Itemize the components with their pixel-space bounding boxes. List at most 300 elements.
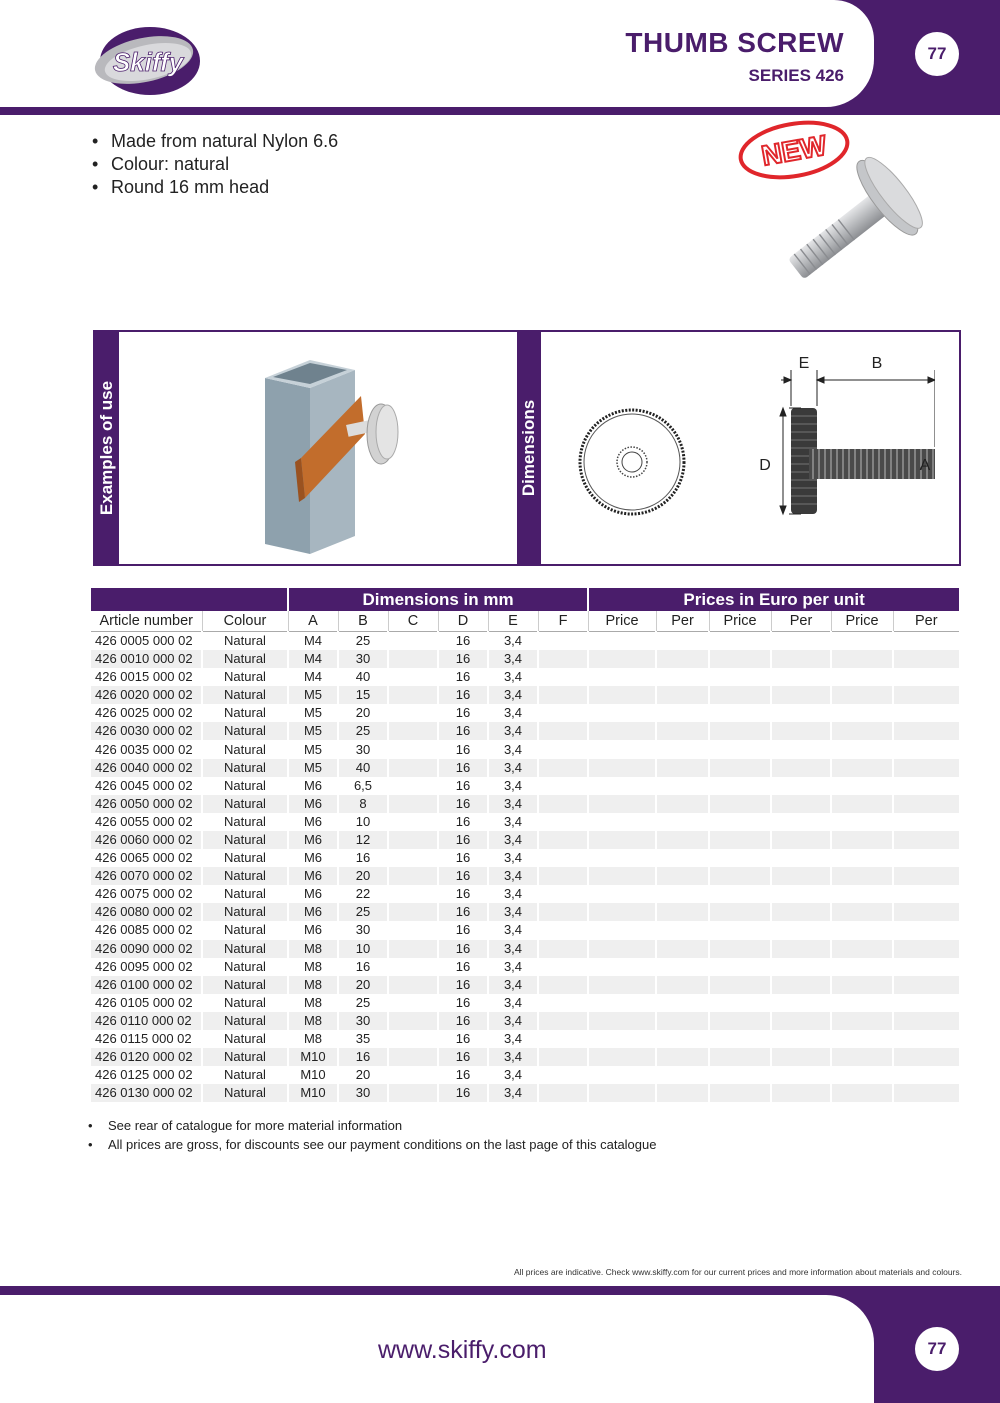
- price-cell: [709, 650, 771, 668]
- price-cell: [656, 777, 709, 795]
- dimension-cell: 3,4: [488, 921, 538, 939]
- price-cell: [588, 867, 656, 885]
- column-header: C: [388, 611, 438, 632]
- price-cell: [893, 976, 959, 994]
- dimension-cell: M10: [288, 1084, 338, 1102]
- dimension-cell: [538, 668, 588, 686]
- column-header: A: [288, 611, 338, 632]
- price-cell: [893, 994, 959, 1012]
- price-cell: [709, 632, 771, 651]
- dimension-cell: 10: [338, 940, 388, 958]
- dimension-cell: [388, 940, 438, 958]
- price-cell: [709, 795, 771, 813]
- column-header: F: [538, 611, 588, 632]
- price-cell: [771, 650, 831, 668]
- colour-cell: Natural: [202, 632, 288, 651]
- dimension-cell: 16: [338, 1048, 388, 1066]
- colour-cell: Natural: [202, 686, 288, 704]
- price-cell: [656, 867, 709, 885]
- colour-cell: Natural: [202, 903, 288, 921]
- dimension-cell: 16: [438, 1048, 488, 1066]
- price-cell: [656, 632, 709, 651]
- colour-cell: Natural: [202, 885, 288, 903]
- dimension-cell: 35: [338, 1030, 388, 1048]
- dimension-cell: 3,4: [488, 650, 538, 668]
- price-cell: [709, 867, 771, 885]
- price-cell: [656, 958, 709, 976]
- colour-cell: Natural: [202, 1012, 288, 1030]
- colour-cell: Natural: [202, 650, 288, 668]
- price-cell: [893, 940, 959, 958]
- dimension-cell: M5: [288, 759, 338, 777]
- note-item: • All prices are gross, for discounts see our payment conditions on the last page of this catalogue: [88, 1135, 656, 1154]
- colour-cell: Natural: [202, 668, 288, 686]
- price-cell: [709, 813, 771, 831]
- price-cell: [588, 722, 656, 740]
- dimension-cell: 16: [438, 940, 488, 958]
- series-subtitle: SERIES 426: [748, 66, 844, 85]
- price-cell: [831, 795, 893, 813]
- feature-item: • Colour: natural: [92, 153, 338, 176]
- price-cell: [831, 632, 893, 651]
- colour-cell: Natural: [202, 976, 288, 994]
- price-cell: [588, 831, 656, 849]
- dimension-cell: [388, 1012, 438, 1030]
- dimension-cell: 15: [338, 686, 388, 704]
- dimension-cell: 30: [338, 1012, 388, 1030]
- dimension-cell: [388, 722, 438, 740]
- article-number-cell: 426 0110 000 02: [91, 1012, 202, 1030]
- table-row: [91, 795, 959, 813]
- dimension-cell: [538, 903, 588, 921]
- price-cell: [656, 686, 709, 704]
- price-cell: [771, 958, 831, 976]
- dimension-cell: [388, 740, 438, 758]
- price-cell: [771, 994, 831, 1012]
- price-cell: [709, 1030, 771, 1048]
- article-number-cell: 426 0010 000 02: [91, 650, 202, 668]
- dimension-cell: 25: [338, 994, 388, 1012]
- table-row: [91, 686, 959, 704]
- website-link[interactable]: www.skiffy.com: [378, 1336, 547, 1364]
- usage-example-image: [235, 338, 415, 560]
- dimension-cell: 16: [438, 632, 488, 651]
- table-row: [91, 632, 959, 651]
- dimension-cell: 16: [438, 650, 488, 668]
- dimension-cell: 3,4: [488, 777, 538, 795]
- price-cell: [656, 1084, 709, 1102]
- price-cell: [771, 831, 831, 849]
- column-header: Per: [771, 611, 831, 632]
- price-cell: [656, 903, 709, 921]
- illustration-panel: [93, 330, 961, 566]
- price-cell: [709, 885, 771, 903]
- price-cell: [831, 849, 893, 867]
- colour-cell: Natural: [202, 958, 288, 976]
- price-cell: [588, 668, 656, 686]
- dimension-cell: 16: [338, 849, 388, 867]
- dimensions-label-bar: [517, 332, 541, 564]
- dimension-cell: M6: [288, 903, 338, 921]
- price-cell: [709, 921, 771, 939]
- dimension-cell: [388, 632, 438, 651]
- price-cell: [771, 759, 831, 777]
- price-cell: [588, 885, 656, 903]
- price-cell: [709, 668, 771, 686]
- dimension-cell: [388, 759, 438, 777]
- price-cell: [709, 958, 771, 976]
- table-row: [91, 1066, 959, 1084]
- colour-cell: Natural: [202, 740, 288, 758]
- dim-label-d: D: [759, 457, 771, 474]
- dimension-cell: [388, 668, 438, 686]
- colour-cell: Natural: [202, 777, 288, 795]
- table-row: [91, 994, 959, 1012]
- price-cell: [831, 940, 893, 958]
- price-cell: [656, 849, 709, 867]
- dimension-cell: 16: [338, 958, 388, 976]
- dimension-cell: 20: [338, 867, 388, 885]
- dimension-cell: [538, 813, 588, 831]
- price-cell: [831, 668, 893, 686]
- dimension-cell: 8: [338, 795, 388, 813]
- article-number-cell: 426 0120 000 02: [91, 1048, 202, 1066]
- colour-cell: Natural: [202, 849, 288, 867]
- dimension-cell: 3,4: [488, 940, 538, 958]
- price-cell: [709, 976, 771, 994]
- colour-cell: Natural: [202, 759, 288, 777]
- price-cell: [893, 686, 959, 704]
- dimension-cell: [388, 1030, 438, 1048]
- table-row: [91, 704, 959, 722]
- price-cell: [709, 1012, 771, 1030]
- price-cell: [709, 740, 771, 758]
- table-row: [91, 1030, 959, 1048]
- price-cell: [588, 759, 656, 777]
- table-row: [91, 740, 959, 758]
- price-cell: [893, 740, 959, 758]
- price-cell: [893, 1012, 959, 1030]
- dimension-cell: M8: [288, 958, 338, 976]
- notes-list: [88, 1116, 656, 1154]
- price-cell: [588, 777, 656, 795]
- table-row: [91, 650, 959, 668]
- dimension-cell: [538, 885, 588, 903]
- price-cell: [588, 813, 656, 831]
- article-number-cell: 426 0050 000 02: [91, 795, 202, 813]
- dimension-cell: 3,4: [488, 885, 538, 903]
- dimension-cell: M6: [288, 885, 338, 903]
- price-cell: [588, 976, 656, 994]
- column-header: D: [438, 611, 488, 632]
- price-cell: [771, 903, 831, 921]
- price-cell: [831, 1012, 893, 1030]
- dimension-cell: [388, 650, 438, 668]
- price-cell: [893, 1030, 959, 1048]
- price-cell: [709, 1066, 771, 1084]
- article-table: [91, 588, 959, 1102]
- dimension-cell: [538, 759, 588, 777]
- dimension-cell: 3,4: [488, 704, 538, 722]
- table-row: [91, 903, 959, 921]
- dim-label-e: E: [798, 355, 810, 372]
- dimension-cell: 30: [338, 740, 388, 758]
- price-cell: [709, 940, 771, 958]
- price-cell: [588, 921, 656, 939]
- table-row: [91, 867, 959, 885]
- dimension-cell: M4: [288, 650, 338, 668]
- colour-cell: Natural: [202, 921, 288, 939]
- dimension-cell: 16: [438, 885, 488, 903]
- dimension-cell: 30: [338, 921, 388, 939]
- dimension-cell: 16: [438, 849, 488, 867]
- dimension-cell: 20: [338, 976, 388, 994]
- dim-label-b: B: [871, 355, 883, 372]
- article-number-cell: 426 0025 000 02: [95, 705, 193, 721]
- price-cell: [588, 704, 656, 722]
- article-number-cell: 426 0085 000 02: [95, 922, 193, 938]
- price-cell: [771, 740, 831, 758]
- dimension-cell: [388, 921, 438, 939]
- dimension-cell: M8: [288, 1012, 338, 1030]
- dimension-cell: [538, 740, 588, 758]
- article-number-cell: 426 0045 000 02: [95, 777, 193, 793]
- price-cell: [656, 722, 709, 740]
- dimension-cell: [538, 1066, 588, 1084]
- price-cell: [588, 994, 656, 1012]
- price-cell: [709, 1084, 771, 1102]
- dimension-cell: M8: [288, 1030, 338, 1048]
- dim-label-a: A: [919, 457, 931, 474]
- table-row: [91, 958, 959, 976]
- dimension-cell: 16: [438, 958, 488, 976]
- price-disclaimer: All prices are indicative. Check www.skiffy.com for our current prices and more information about materials and colours.: [513, 1267, 962, 1277]
- price-cell: [831, 759, 893, 777]
- dimension-cell: M8: [288, 994, 338, 1012]
- price-cell: [656, 759, 709, 777]
- price-cell: [771, 1084, 831, 1102]
- page-title: THUMB SCREW: [625, 27, 844, 58]
- dimension-cell: 3,4: [488, 759, 538, 777]
- price-cell: [831, 704, 893, 722]
- price-cell: [831, 1030, 893, 1048]
- dimension-cell: 16: [438, 1030, 488, 1048]
- article-number-cell: 426 0070 000 02: [91, 867, 202, 885]
- dimension-cell: 3,4: [488, 1084, 538, 1102]
- dimension-cell: 16: [438, 867, 488, 885]
- table-row: [91, 831, 959, 849]
- price-cell: [893, 903, 959, 921]
- price-cell: [893, 1048, 959, 1066]
- dimension-cell: 3,4: [488, 867, 538, 885]
- price-cell: [656, 831, 709, 849]
- table-group-header: [91, 588, 959, 611]
- dimension-cell: M4: [288, 668, 338, 686]
- price-cell: [588, 686, 656, 704]
- dimension-cell: [538, 867, 588, 885]
- dimension-cell: M6: [288, 867, 338, 885]
- price-cell: [588, 1084, 656, 1102]
- dimension-cell: [538, 921, 588, 939]
- dimension-cell: [388, 1048, 438, 1066]
- footer-page-number-badge: 77: [915, 1327, 959, 1371]
- price-cell: [588, 632, 656, 651]
- price-cell: [771, 885, 831, 903]
- dimensions-label: Dimensions: [519, 399, 538, 497]
- colour-cell: Natural: [202, 1084, 288, 1102]
- article-number-cell: 426 0020 000 02: [91, 686, 202, 704]
- dimension-cell: 3,4: [488, 994, 538, 1012]
- dimension-cell: 3,4: [488, 813, 538, 831]
- price-cell: [656, 704, 709, 722]
- price-cell: [893, 813, 959, 831]
- dimension-cell: [538, 795, 588, 813]
- price-cell: [656, 940, 709, 958]
- price-cell: [709, 903, 771, 921]
- dimension-cell: 3,4: [488, 722, 538, 740]
- dimension-cell: M6: [288, 777, 338, 795]
- dimension-cell: 3,4: [488, 1012, 538, 1030]
- price-cell: [656, 885, 709, 903]
- price-cell: [893, 650, 959, 668]
- price-cell: [771, 668, 831, 686]
- dimension-cell: 3,4: [488, 849, 538, 867]
- price-cell: [893, 704, 959, 722]
- price-cell: [709, 994, 771, 1012]
- dimension-cell: M10: [288, 1048, 338, 1066]
- table-row: [91, 759, 959, 777]
- price-cell: [831, 976, 893, 994]
- dimension-cell: M5: [288, 740, 338, 758]
- group-header-blank: [91, 588, 288, 611]
- dimension-cell: 40: [338, 668, 388, 686]
- price-cell: [893, 867, 959, 885]
- price-cell: [771, 795, 831, 813]
- price-cell: [771, 777, 831, 795]
- skiffy-logo[interactable]: [92, 24, 204, 98]
- price-cell: [588, 650, 656, 668]
- column-header: Colour: [202, 611, 288, 632]
- table-row: [91, 849, 959, 867]
- dimension-cell: 3,4: [488, 1030, 538, 1048]
- examples-of-use-label: Examples of use: [97, 380, 116, 516]
- price-cell: [588, 795, 656, 813]
- dimension-cell: [388, 686, 438, 704]
- table-row: [91, 921, 959, 939]
- dimension-cell: 3,4: [488, 740, 538, 758]
- dimension-cell: 30: [338, 1084, 388, 1102]
- dimension-cell: 6,5: [338, 777, 388, 795]
- dimension-cell: 40: [338, 759, 388, 777]
- price-cell: [771, 722, 831, 740]
- column-header: B: [338, 611, 388, 632]
- dimension-cell: [538, 958, 588, 976]
- price-cell: [831, 777, 893, 795]
- price-cell: [656, 740, 709, 758]
- dimension-cell: 10: [338, 813, 388, 831]
- price-cell: [588, 958, 656, 976]
- price-cell: [771, 632, 831, 651]
- new-badge-text: NEW: [759, 129, 829, 172]
- table-row: [91, 1048, 959, 1066]
- price-cell: [831, 903, 893, 921]
- table-row: [91, 668, 959, 686]
- colour-cell: Natural: [202, 795, 288, 813]
- dimension-cell: [538, 1084, 588, 1102]
- dimension-cell: 16: [438, 686, 488, 704]
- article-number-cell: 426 0015 000 02: [95, 669, 193, 685]
- dimension-cell: [388, 976, 438, 994]
- dimension-cell: 16: [438, 740, 488, 758]
- price-cell: [893, 849, 959, 867]
- price-cell: [771, 849, 831, 867]
- price-cell: [656, 1066, 709, 1084]
- price-cell: [771, 921, 831, 939]
- column-header: Per: [656, 611, 709, 632]
- price-cell: [893, 722, 959, 740]
- dimension-cell: [388, 849, 438, 867]
- price-cell: [893, 958, 959, 976]
- dimension-cell: 3,4: [488, 976, 538, 994]
- price-cell: [588, 849, 656, 867]
- colour-cell: Natural: [202, 704, 288, 722]
- dimension-cell: M8: [288, 976, 338, 994]
- logo-text: Skiffy: [112, 47, 184, 77]
- dimension-cell: 16: [438, 795, 488, 813]
- article-number-cell: 426 0065 000 02: [95, 850, 193, 866]
- price-cell: [771, 686, 831, 704]
- price-cell: [709, 722, 771, 740]
- dimension-cell: [538, 722, 588, 740]
- colour-cell: Natural: [202, 1066, 288, 1084]
- page-number-badge: 77: [915, 32, 959, 76]
- price-cell: [588, 740, 656, 758]
- dimension-cell: 16: [438, 1012, 488, 1030]
- price-cell: [831, 994, 893, 1012]
- table-row: [91, 940, 959, 958]
- dimension-cell: 16: [438, 704, 488, 722]
- price-cell: [771, 867, 831, 885]
- dimension-cell: 25: [338, 632, 388, 651]
- dimension-cell: 25: [338, 903, 388, 921]
- feature-item: • Made from natural Nylon 6.6: [92, 130, 338, 153]
- dimension-cell: [388, 813, 438, 831]
- dimension-cell: [538, 650, 588, 668]
- dimension-cell: 16: [438, 921, 488, 939]
- dimension-cell: [388, 994, 438, 1012]
- group-header-prices: Prices in Euro per unit: [588, 588, 959, 611]
- article-number-cell: 426 0125 000 02: [95, 1067, 193, 1083]
- price-cell: [831, 740, 893, 758]
- dimension-cell: M6: [288, 921, 338, 939]
- dimension-cell: M6: [288, 831, 338, 849]
- column-header: Price: [831, 611, 893, 632]
- table-column-header: [91, 611, 959, 632]
- group-header-dimensions: Dimensions in mm: [288, 588, 588, 611]
- table-row: [91, 722, 959, 740]
- dimension-cell: 16: [438, 722, 488, 740]
- colour-cell: Natural: [202, 1030, 288, 1048]
- price-cell: [588, 1066, 656, 1084]
- dimension-cell: 3,4: [488, 1066, 538, 1084]
- price-cell: [893, 759, 959, 777]
- price-cell: [771, 976, 831, 994]
- dimension-cell: M6: [288, 813, 338, 831]
- dimension-cell: 3,4: [488, 958, 538, 976]
- dimension-cell: 25: [338, 722, 388, 740]
- article-number-cell: 426 0035 000 02: [95, 741, 193, 757]
- dimension-cell: 16: [438, 976, 488, 994]
